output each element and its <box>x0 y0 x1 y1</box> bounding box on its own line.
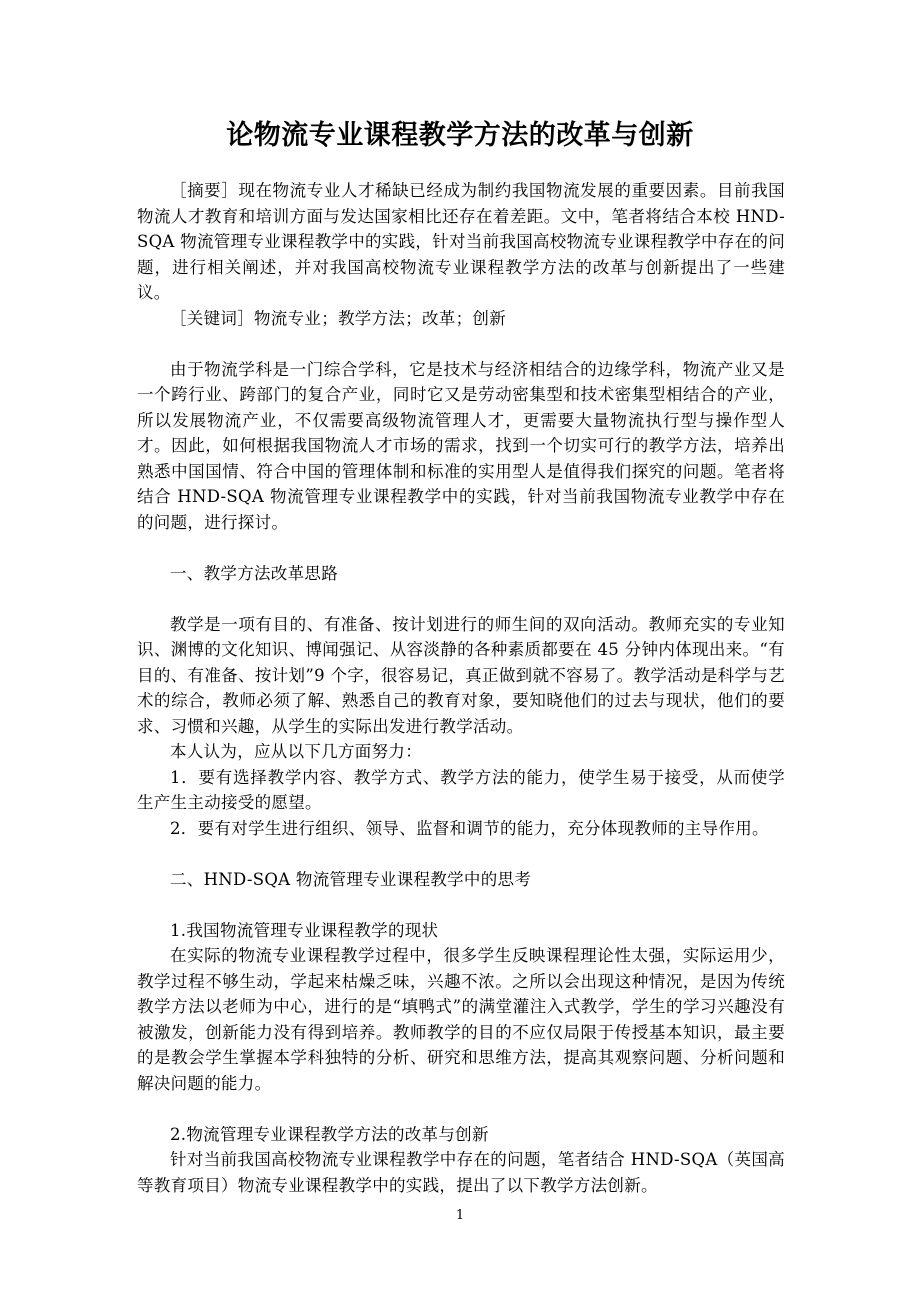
paper-title: 论物流专业课程教学方法的改革与创新 <box>226 120 694 151</box>
page-number: 1 <box>455 1208 465 1223</box>
intro-paragraph: 由于物流学科是一门综合学科，它是技术与经济相结合的边缘学科，物流产业又是一个跨行业、跨部门的复合产业，同时它又是劳动密集型和技术密集型相结合的产业，所以发展物流产业，不仅需要高级物流管理人才，更需要大量物流执行型与操作型人才。因此，如何根据我国物流人才市场的需求，找到一个切实可行的教学方法，培养出熟悉中国国情、符合中国的管理体制和标准的实用型人是值得我们探究的问题。笔者将结合 HND-SQA 物流管理专业课程教学中的实践，针对当前我国物流专业教学中存在的问题，进行探讨。 <box>137 359 785 532</box>
abstract-paragraph: ［摘要］现在物流专业人才稀缺已经成为制约我国物流发展的重要因素。目前我国物流人才教育和培训方面与发达国家相比还存在着差距。文中，笔者将结合本校 HND-SQA 物流管理专业课程教学中的实践，针对当前我国高校物流专业课程教学中存在的问题，进行相关阐述，并对我国高校物流专业课程教学方法的改革与创新提出了一些建议。 <box>137 181 785 302</box>
section1-heading: 一、教学方法改革思路 <box>170 563 338 583</box>
keywords-paragraph: ［关键词］物流专业；教学方法；改革；创新 <box>170 308 506 328</box>
section2-sub1-heading: 1.我国物流管理专业课程教学的现状 <box>170 920 439 940</box>
section2-sub2-heading: 2.物流管理专业课程教学方法的改革与创新 <box>170 1124 489 1144</box>
section2-sub2-paragraph: 针对当前我国高校物流专业课程教学中存在的问题，笔者结合 HND-SQA（英国高等教育项目）物流专业课程教学中的实践，提出了以下教学方法创新。 <box>137 1150 785 1195</box>
section1-list-item-1: 1．要有选择教学内容、教学方式、教学方法的能力，使学生易于接受，从而使学生产生主动接受的愿望。 <box>137 767 785 812</box>
section2-heading: 二、HND-SQA 物流管理专业课程教学中的思考 <box>170 869 532 889</box>
paragraph-gap <box>137 892 785 918</box>
paragraph-gap <box>137 841 785 867</box>
paper-body <box>137 178 785 1198</box>
section1-list-item-2: 2．要有对学生进行组织、领导、监督和调节的能力，充分体现教师的主导作用。 <box>170 818 769 838</box>
paragraph-gap <box>137 586 785 612</box>
section1-paragraph-2: 本人认为，应从以下几方面努力： <box>170 742 422 761</box>
paragraph-gap <box>137 331 785 357</box>
paragraph-gap <box>137 1096 785 1122</box>
section2-sub1-paragraph: 在实际的物流专业课程教学过程中，很多学生反映课程理论性太强，实际运用少，教学过程不够生动，学起来枯燥乏味，兴趣不浓。之所以会出现这种情况，是因为传统教学方法以老师为中心，进行的是“填鸭式”的满堂灌注入式教学，学生的学习兴趣没有被激发，创新能力没有得到培养。教师教学的目的不应仅局限于传授基本知识，最主要的是教会学生掌握本学科独特的分析、研究和思维方法，提高其观察问题、分析问题和解决问题的能力。 <box>137 946 785 1093</box>
paragraph-gap <box>137 535 785 561</box>
section1-paragraph-1: 教学是一项有目的、有准备、按计划进行的师生间的双向活动。教师充实的专业知识、渊博的文化知识、博闻强记、从容淡静的各种素质都要在 45 分钟内体现出来。“有目的、有准备、按计划”9 个字，很容易记，真正做到就不容易了。教学活动是科学与艺术的综合，教师必须了解、熟悉自己的教育对象，要知晓他们的过去与现状，他们的要求、习惯和兴趣，从学生的实际出发进行教学活动。 <box>137 614 785 736</box>
